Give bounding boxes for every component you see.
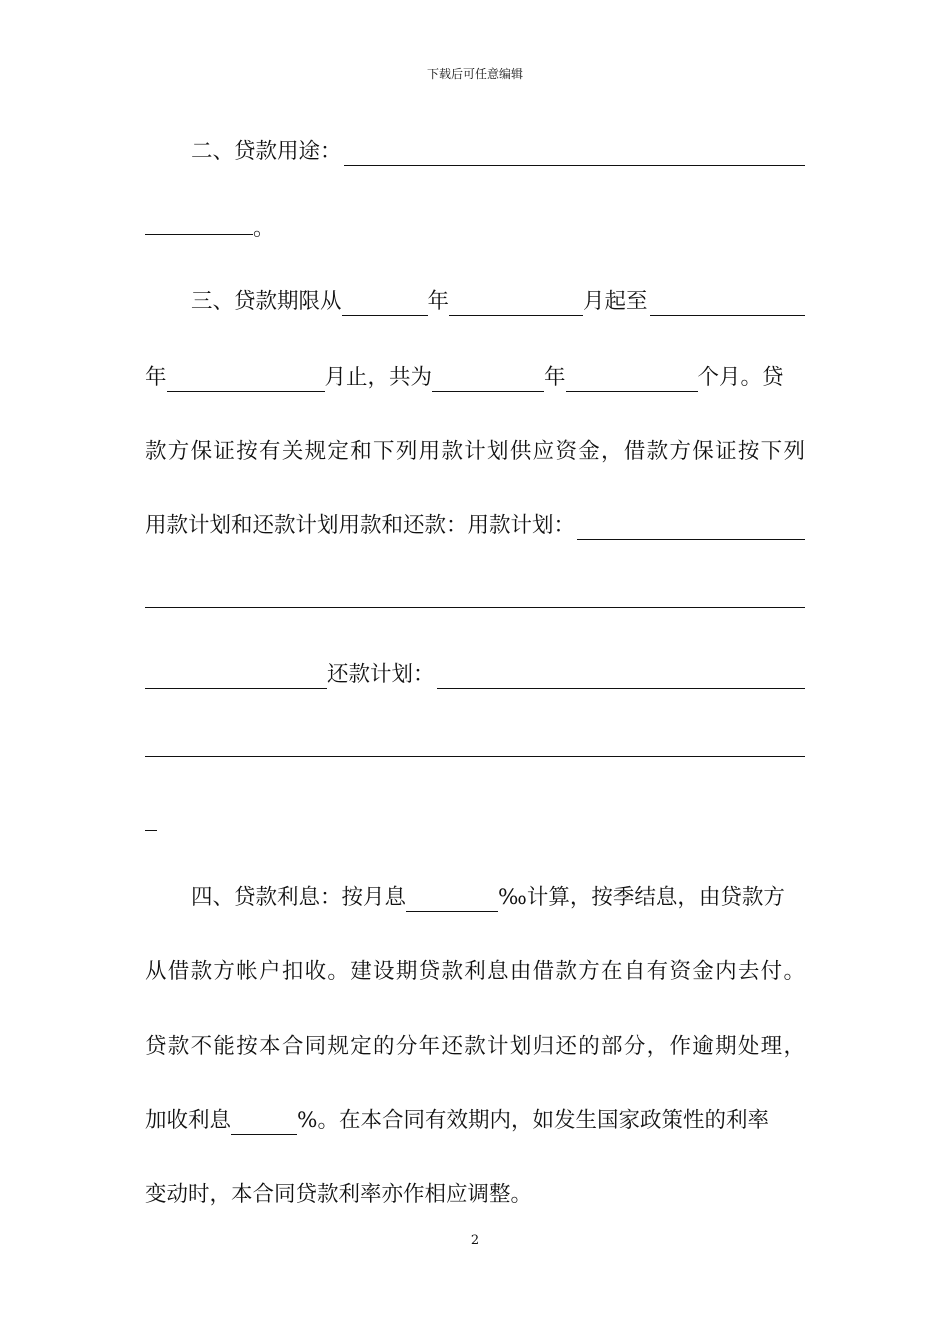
start-year-unit: 年 <box>427 289 450 314</box>
usage-plan-blank-3[interactable] <box>145 668 327 689</box>
interest-line-4-tail: %。在本合同有效期内，如发生国家政策性的利率 <box>297 1108 769 1133</box>
repayment-plan-line-3 <box>145 810 805 839</box>
interest-line-1-tail: ‰计算，按季结息，由贷款方 <box>498 885 785 910</box>
repayment-plan-blank[interactable] <box>437 667 805 689</box>
start-month-blank[interactable] <box>449 295 583 316</box>
loan-term-line-2 <box>145 364 805 392</box>
end-year-unit: 年 <box>145 365 167 390</box>
loan-term-line-3: 款方保证按有关规定和下列用款计划供应资金，借款方保证按下列 <box>145 439 805 464</box>
total-years-blank[interactable] <box>432 371 544 392</box>
loan-term-label: 三、贷款期限从 <box>191 289 342 314</box>
usage-plan-line <box>145 512 805 540</box>
total-months-unit: 个月。贷 <box>697 365 784 390</box>
interest-line-1 <box>145 884 805 912</box>
usage-plan-blank-2[interactable] <box>145 586 805 608</box>
usage-plan-line-2 <box>145 586 805 608</box>
penalty-rate-blank[interactable] <box>231 1114 297 1135</box>
end-month-blank[interactable] <box>167 371 325 392</box>
penalty-label: 加收利息 <box>145 1108 232 1133</box>
repayment-plan-line <box>145 661 805 689</box>
page-header: 下载后可任意编辑 <box>426 67 523 81</box>
interest-line-2: 从借款方帐户扣收。建设期贷款利息由借款方在自有资金内去付。 <box>145 959 805 984</box>
repayment-plan-line-2 <box>145 735 805 757</box>
repayment-plan-label: 还款计划： <box>327 662 435 687</box>
interest-label: 四、贷款利息：按月息 <box>191 885 407 910</box>
loan-purpose-line <box>145 138 805 166</box>
loan-purpose-line-2 <box>145 214 805 243</box>
repayment-plan-blank-3[interactable] <box>145 810 157 831</box>
start-year-blank[interactable] <box>342 295 428 316</box>
loan-purpose-label: 二、贷款用途： <box>191 139 342 164</box>
loan-purpose-blank-2[interactable] <box>145 214 253 235</box>
end-month-unit: 月止，共为 <box>324 365 433 390</box>
interest-line-5: 变动时，本合同贷款利率亦作相应调整。 <box>145 1182 533 1207</box>
loan-term-line-1 <box>145 288 805 316</box>
page-number: 2 <box>470 1233 480 1248</box>
monthly-rate-blank[interactable] <box>406 891 498 912</box>
end-year-blank[interactable] <box>650 294 805 316</box>
repayment-plan-blank-2[interactable] <box>145 735 805 757</box>
usage-plan-label: 用款计划和还款计划用款和还款：用款计划： <box>145 513 576 538</box>
total-months-blank[interactable] <box>566 371 698 392</box>
total-years-unit: 年 <box>544 365 566 390</box>
loan-purpose-end: 。 <box>253 216 275 241</box>
start-month-unit: 月起至 <box>583 289 648 314</box>
usage-plan-blank[interactable] <box>577 518 805 540</box>
interest-line-3: 贷款不能按本合同规定的分年还款计划归还的部分，作逾期处理， <box>145 1034 805 1059</box>
loan-purpose-blank[interactable] <box>344 144 805 166</box>
interest-line-4 <box>145 1107 805 1135</box>
